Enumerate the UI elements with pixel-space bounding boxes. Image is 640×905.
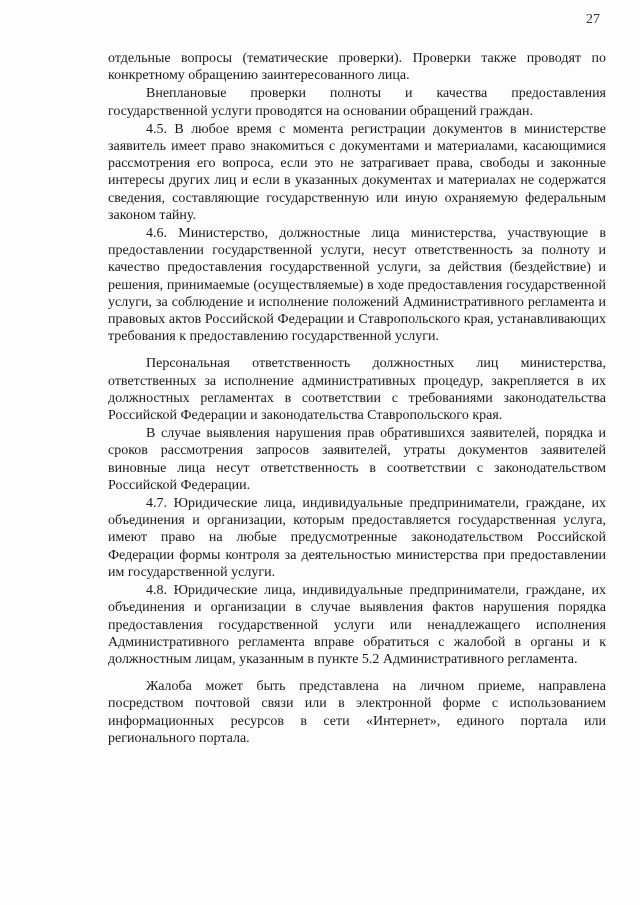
paragraph-unscheduled-checks: Внеплановые проверки полноты и качества предоставления государственной услуги проводятся на основании обращений граждан.: [108, 86, 606, 119]
paragraph-personal-responsibility: Персональная ответственность должностных лиц министерства, ответственных за исполнение административных процедур, закрепляется в их должностных регламентах в соответствии с требованиями законодательства Российской Федерации и законодательства Ставропольского края.: [108, 356, 606, 424]
paragraph-complaint: Жалоба может быть представлена на личном приеме, направлена посредством почтовой связи или в электронной форме с использованием информационных ресурсов в сети «Интернет», единого портала или регионального портала.: [108, 679, 606, 746]
paragraph-4-6: 4.6. Министерство, должностные лица министерства, участвующие в предоставлении государственной услуги, несут ответственность за полноту и качество предоставления государственной услуги, за действия (бездействие) и решения, принимаемые (осуществляемые) в ходе предоставления государственной услуги, за соблюдение и исполнение положений Административного регламента и правовых актов Российской Федерации и Ставропольского края, устанавливающих требования к предоставлению государственной услуги.: [108, 226, 606, 345]
page-number: 27: [586, 12, 600, 27]
paragraph-violations: В случае выявления нарушения прав обратившихся заявителей, порядка и сроков рассмотрения запросов заявителей, утраты документов заявителей виновные лица несут ответственность в соответствии с законодательством Российской Федерации.: [108, 426, 606, 493]
paragraph-4-5: 4.5. В любое время с момента регистрации документов в министерстве заявитель имеет право знакомиться с документами и материалами, касающимися рассмотрения его вопроса, если это не затрагивает права, свободы и законные интересы других лиц и если в указанных документах и материалах не содержатся сведения, составляющие государственную или иную охраняемую федеральным законом тайну.: [108, 121, 606, 223]
paragraph-4-8: 4.8. Юридические лица, индивидуальные предприниматели, граждане, их объединения и организации в случае выявления фактов нарушения порядка предоставления государственной услуги или ненадлежащего исполнения Административного регламента вправе обратиться с жалобой в органы и к должностным лицам, указанным в пункте 5.2 Административного регламента.: [108, 583, 606, 667]
paragraph-4-7: 4.7. Юридические лица, индивидуальные предприниматели, граждане, их объединения и организации, которым предоставляется государственная услуга, имеют право на любые предусмотренные законодательством Российской Федерации формы контроля за деятельностью министерства при предоставлении им государственной услуги.: [108, 496, 606, 580]
paragraph-continued-checks: отдельные вопросы (тематические проверки). Проверки также проводят по конкретному обращению заинтересованного лица.: [108, 51, 606, 84]
document-body: [108, 50, 606, 748]
